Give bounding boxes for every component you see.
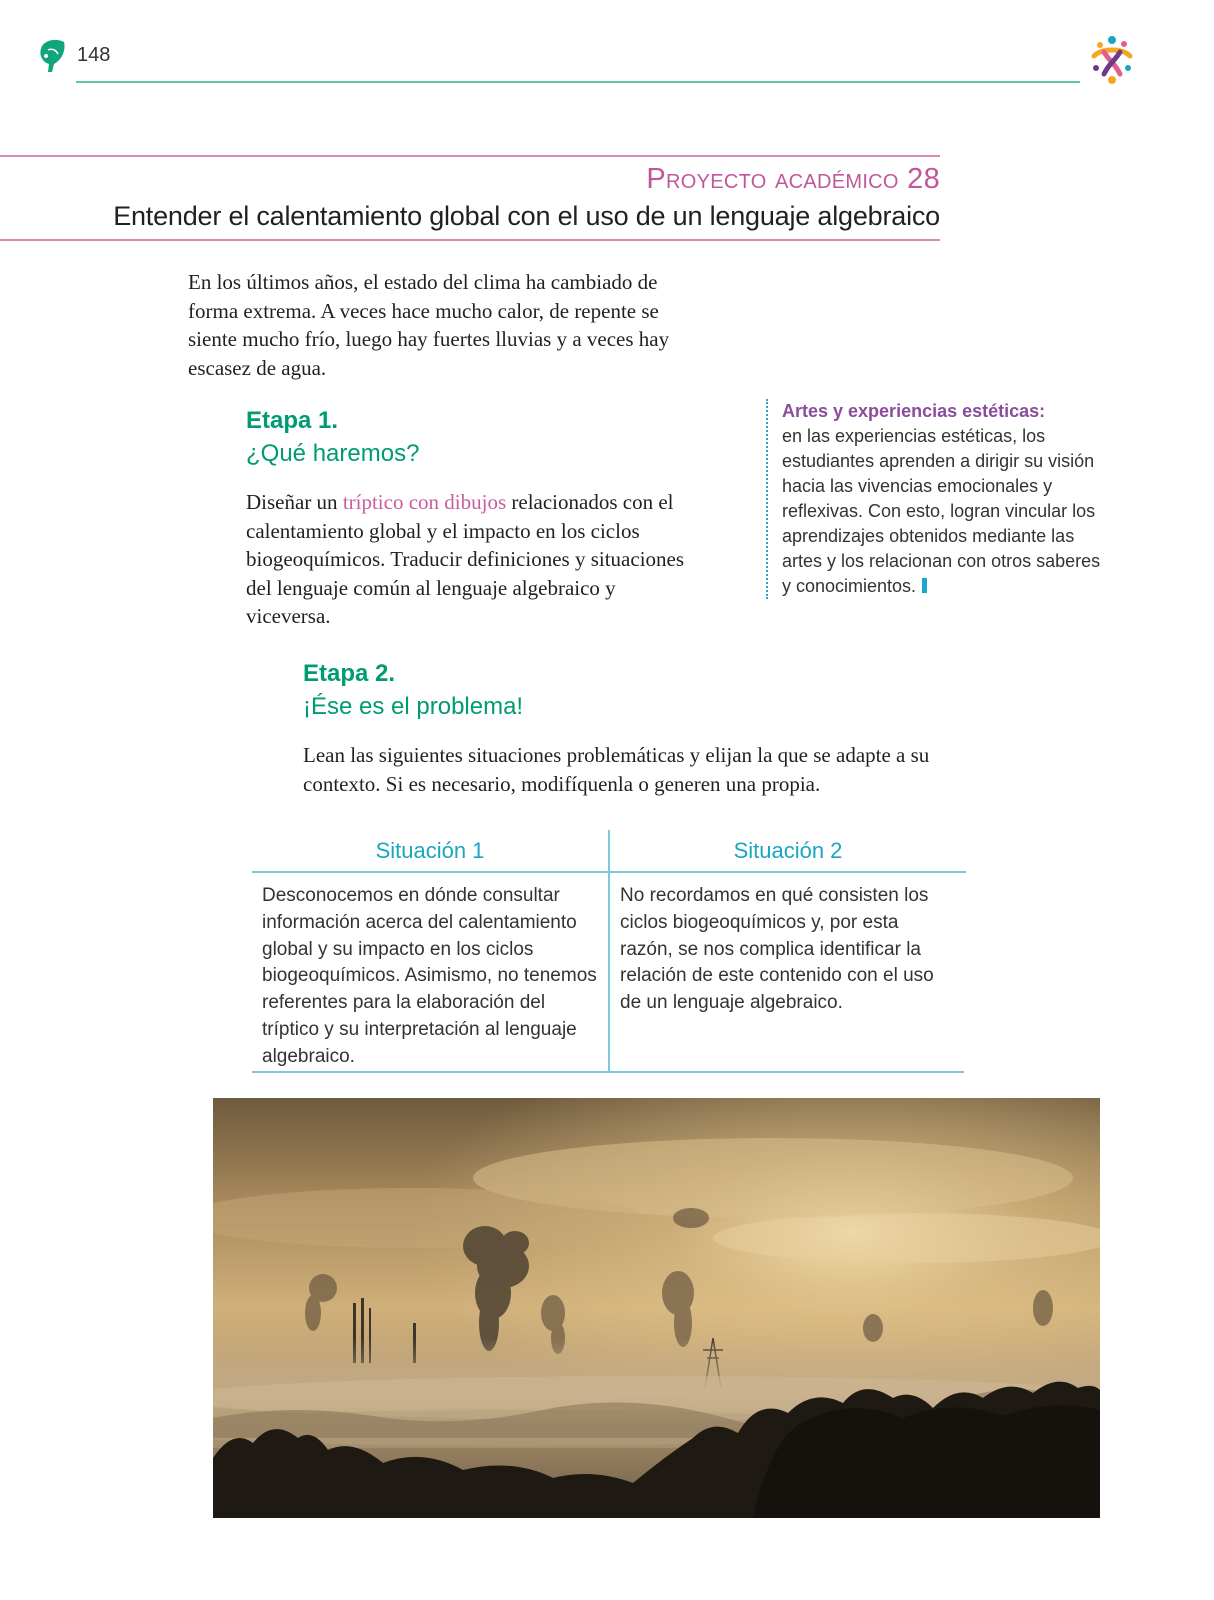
sidebar-body-text: en las experiencias estéticas, los estudiantes aprenden a dirigir su visión hacia las vivencias emocionales y reflexivas. Con esto, logran vincular los aprendizajes obtenidos mediante las artes y los relacionan con otros saberes y conocimientos. <box>782 426 1101 596</box>
situation-2-column <box>608 830 966 1072</box>
situations-table <box>252 830 964 1072</box>
page-number: 148 <box>77 44 111 66</box>
intro-paragraph: En los últimos años, el estado del clima ha cambiado de forma extrema. A veces hace mucho calor, de repente se siente mucho frío, luego hay fuertes lluvias y a veces hay escasez de agua. <box>188 270 670 380</box>
table-bottom-rule <box>252 1071 964 1073</box>
stage1-highlight: tríptico con dibujos <box>342 490 507 514</box>
stage1-text-after: relacionados con el calentamiento global y el impacto en los ciclos biogeoquímicos. Traducir definiciones y situaciones del lenguaje común al lenguaje algebraico y viceversa. <box>246 490 685 628</box>
situation-2-header: Situación 2 <box>610 830 966 873</box>
program-logo-icon <box>1084 34 1140 86</box>
sidebar-body <box>782 424 1112 599</box>
sidebar-heading: Artes y experiencias estéticas: <box>782 401 1046 421</box>
situation-2-text: No recordamos en qué consisten los ciclos biogeoquímicos y, por esta razón, se nos complica identificar la relación de este contenido con el uso de un lenguaje algebraico. <box>620 885 934 1014</box>
end-mark-icon <box>922 578 927 593</box>
stage1-title: Etapa 1. <box>246 407 339 434</box>
stage1-heading <box>246 404 419 470</box>
stage1-text-before: Diseñar un <box>246 490 343 514</box>
project-label: Proyecto académico 28 <box>646 163 940 195</box>
header-divider <box>76 81 1080 83</box>
stage2-title: Etapa 2. <box>303 660 396 687</box>
industrial-smog-photo <box>213 1098 1100 1518</box>
sidebar-note <box>766 399 1112 599</box>
title-bottom-rule <box>0 239 940 241</box>
project-title: Entender el calentamiento global con el uso de un lenguaje algebraico <box>113 201 940 231</box>
situation-1-header: Situación 1 <box>252 830 608 873</box>
situation-1-text: Desconocemos en dónde consultar información acerca del calentamiento global y su impacto en los ciclos biogeoquímicos. Asimismo, no tenemos referentes para la elaboración del tríptico y su interpretación al lenguaje algebraico. <box>262 885 597 1067</box>
title-top-rule <box>0 155 940 157</box>
stage2-paragraph: Lean las siguientes situaciones problemáticas y elijan la que se adapte a su contexto. Si es necesario, modifíquenla o generen una propia. <box>303 743 930 796</box>
stage1-paragraph <box>246 488 686 631</box>
stage1-subtitle: ¿Qué haremos? <box>246 440 420 467</box>
stage2-heading <box>303 657 523 723</box>
situation-1-column <box>252 830 608 1072</box>
stage2-subtitle: ¡Ése es el problema! <box>303 693 524 720</box>
leaf-icon <box>36 38 68 74</box>
